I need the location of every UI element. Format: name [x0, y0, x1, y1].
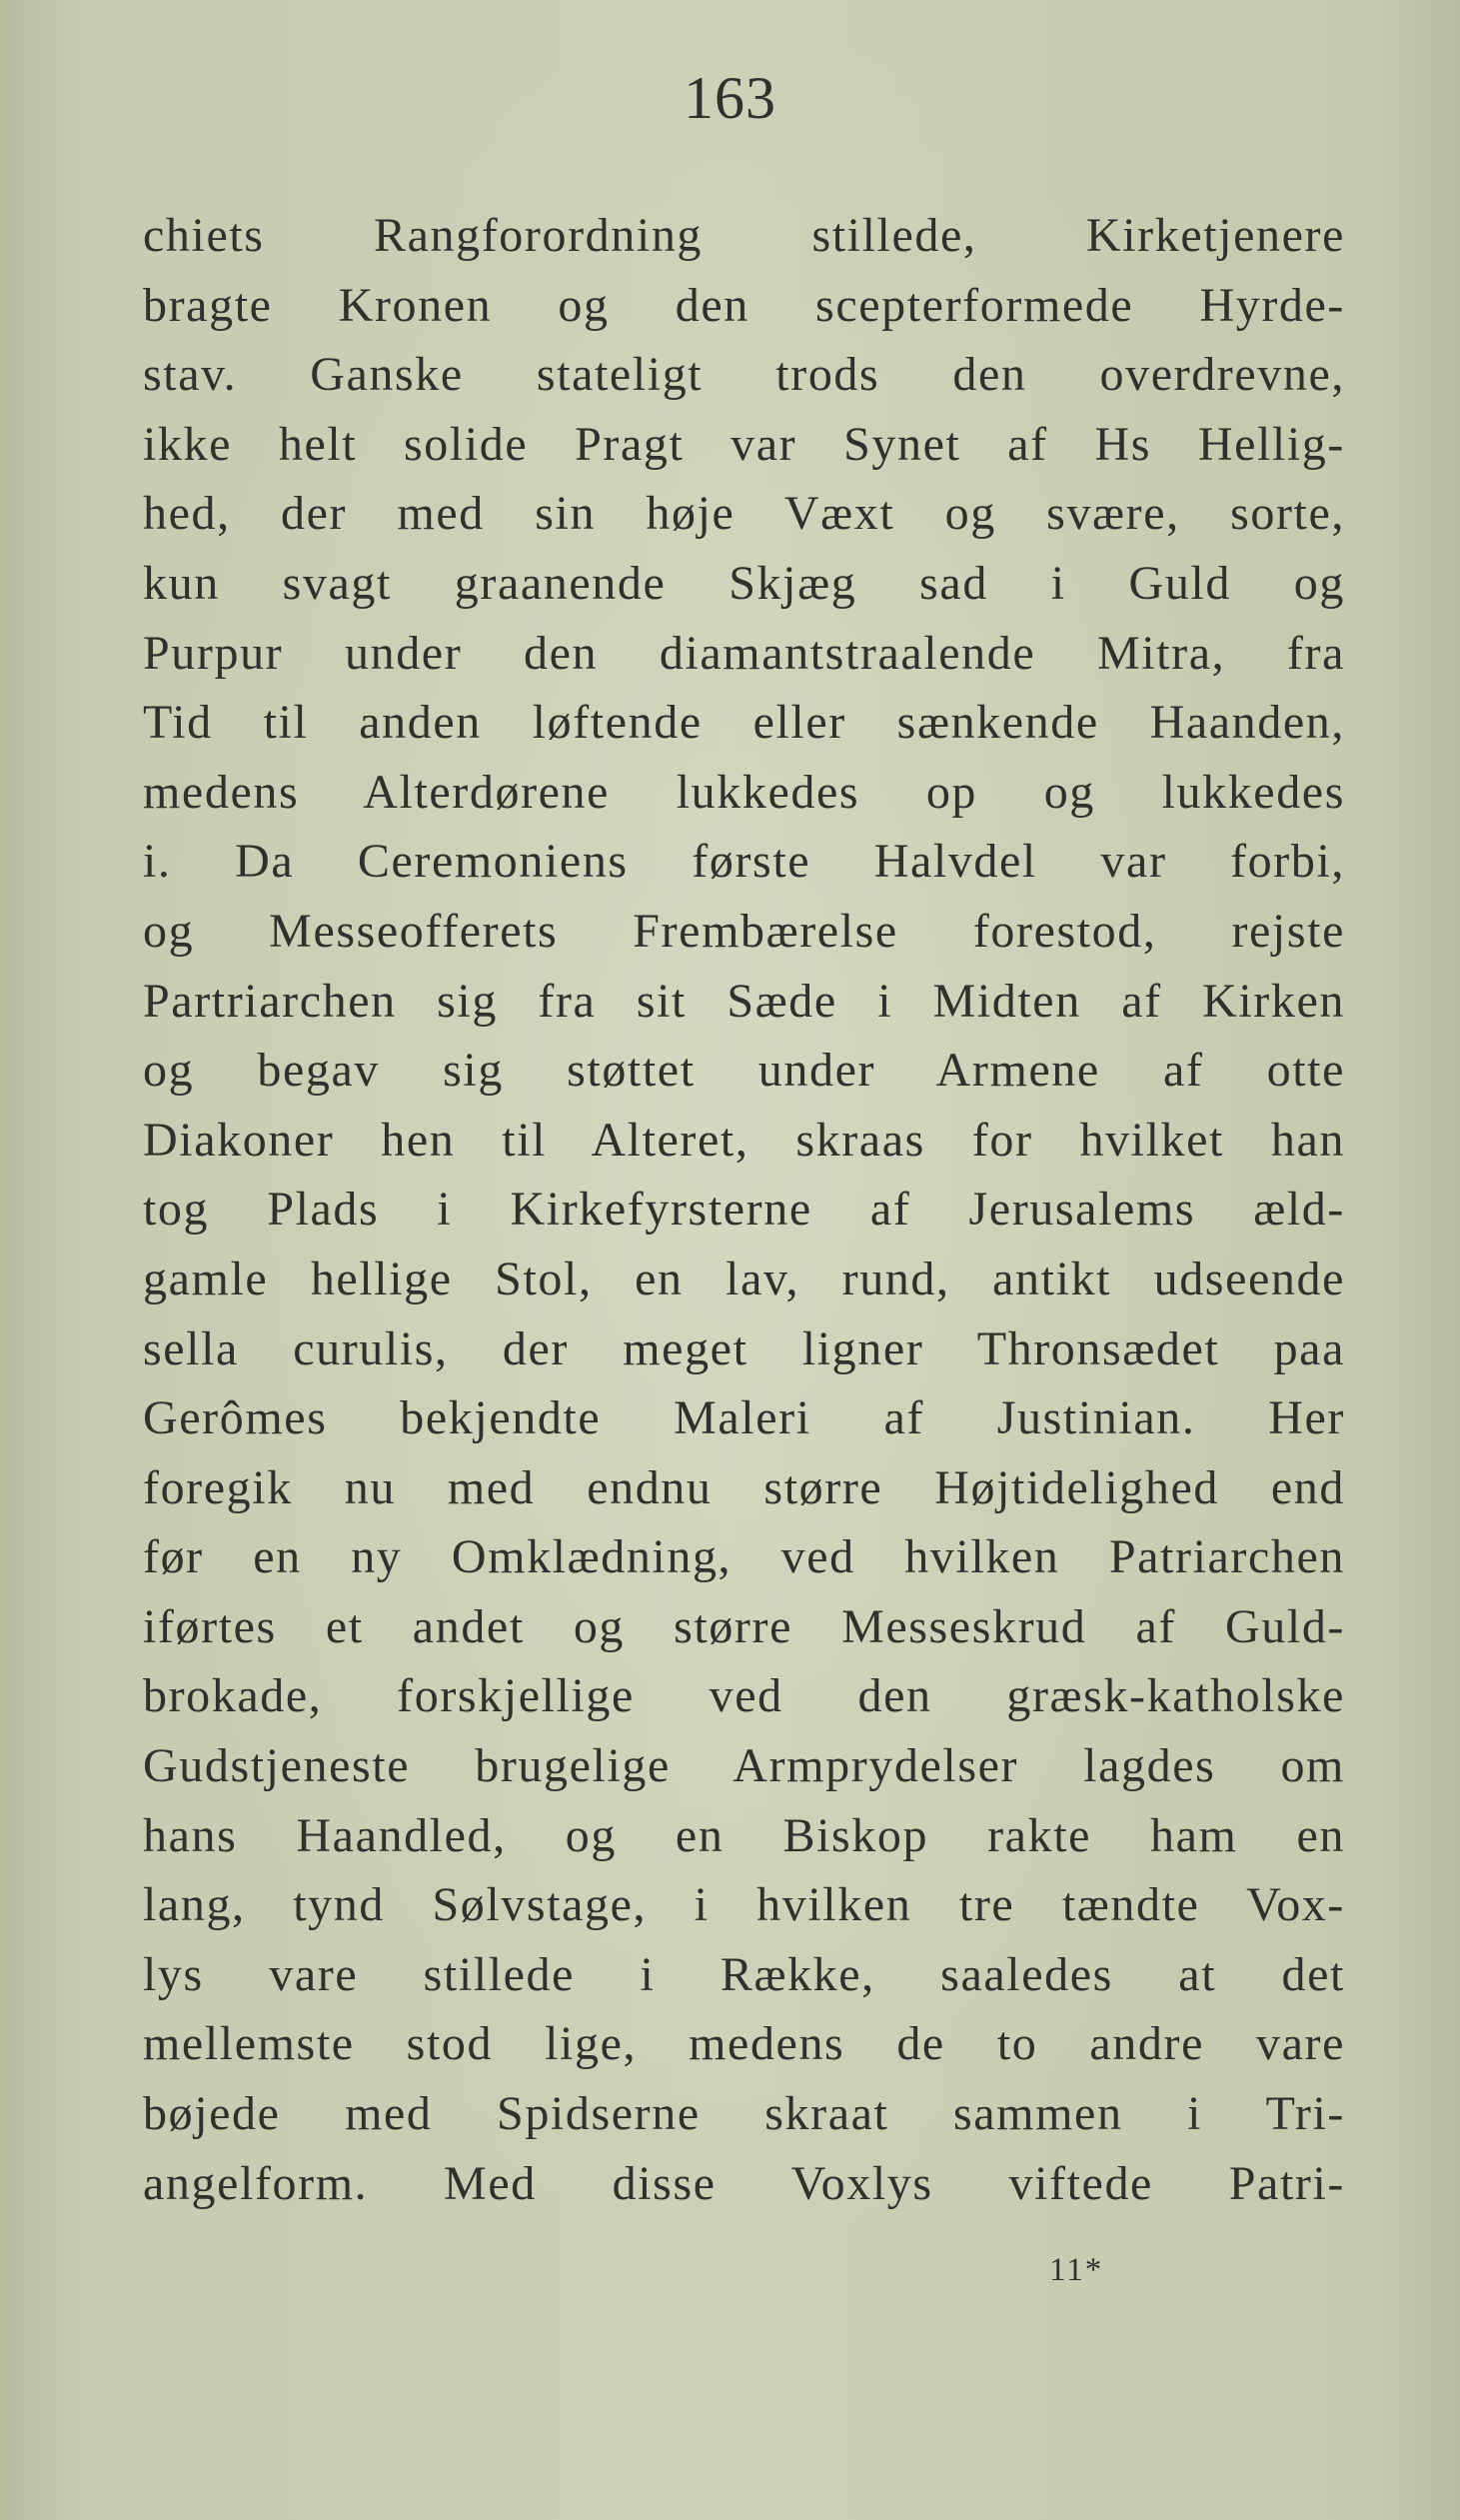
text-line: ikke helt solide Pragt var Synet af Hs Hellig-: [143, 417, 1345, 471]
text-line: sella curulis, der meget ligner Thronsædet paa: [143, 1321, 1345, 1375]
text-line: lang, tynd Sølvstage, i hvilken tre tændte Vox-: [143, 1878, 1345, 1932]
text-line: kun svagt graanende Skjæg sad i Guld og: [143, 556, 1345, 610]
text-line: i. Da Ceremoniens første Halvdel var forbi,: [143, 835, 1345, 889]
text-line: Gudstjeneste brugelige Armprydelser lagdes om: [143, 1739, 1345, 1793]
text-line: og begav sig støttet under Armene af otte: [143, 1044, 1345, 1098]
text-line: tog Plads i Kirkefyrsterne af Jerusalems æld-: [143, 1183, 1345, 1237]
text-line: bragte Kronen og den scepterformede Hyrde-: [143, 278, 1345, 332]
text-line: Gerômes bekjendte Maleri af Justinian. Her: [143, 1391, 1345, 1445]
text-line: mellemste stod lige, medens de to andre vare: [143, 2017, 1345, 2071]
text-line: Diakoner hen til Alteret, skraas for hvilket han: [143, 1113, 1345, 1167]
text-line: før en ny Omklædning, ved hvilken Patriarchen: [143, 1530, 1345, 1584]
text-line: angelform. Med disse Voxlys viftede Patri-: [143, 2156, 1345, 2210]
text-line: stav. Ganske stateligt trods den overdrevne,: [143, 348, 1345, 402]
text-line: Partriarchen sig fra sit Sæde i Midten af Kirken: [143, 974, 1345, 1028]
page-number: 163: [684, 65, 776, 131]
text-line: og Messeofferets Frembærelse forestod, rejste: [143, 904, 1345, 958]
text-line: chiets Rangforordning stillede, Kirketjenere: [143, 209, 1345, 262]
text-line: medens Alterdørene lukkedes op og lukkedes: [143, 765, 1345, 819]
body-text: [143, 201, 1345, 2218]
text-line: Tid til anden løftende eller sænkende Haanden,: [143, 696, 1345, 750]
text-line: Purpur under den diamantstraalende Mitra, fra: [143, 626, 1345, 680]
text-line: hed, der med sin høje Væxt og svære, sorte,: [143, 487, 1345, 541]
signature-mark: 11*: [1049, 2252, 1104, 2288]
text-line: iførtes et andet og større Messeskrud af Guld-: [143, 1599, 1345, 1653]
text-line: brokade, forskjellige ved den græsk-katholske: [143, 1669, 1345, 1723]
text-line: foregik nu med endnu større Højtidelighed end: [143, 1460, 1345, 1514]
text-line: bøjede med Spidserne skraat sammen i Tri-: [143, 2087, 1345, 2141]
text-line: hans Haandled, og en Biskop rakte ham en: [143, 1808, 1345, 1862]
text-line: gamle hellige Stol, en lav, rund, antikt udseende: [143, 1252, 1345, 1305]
text-line: lys vare stillede i Række, saaledes at det: [143, 1947, 1345, 2001]
